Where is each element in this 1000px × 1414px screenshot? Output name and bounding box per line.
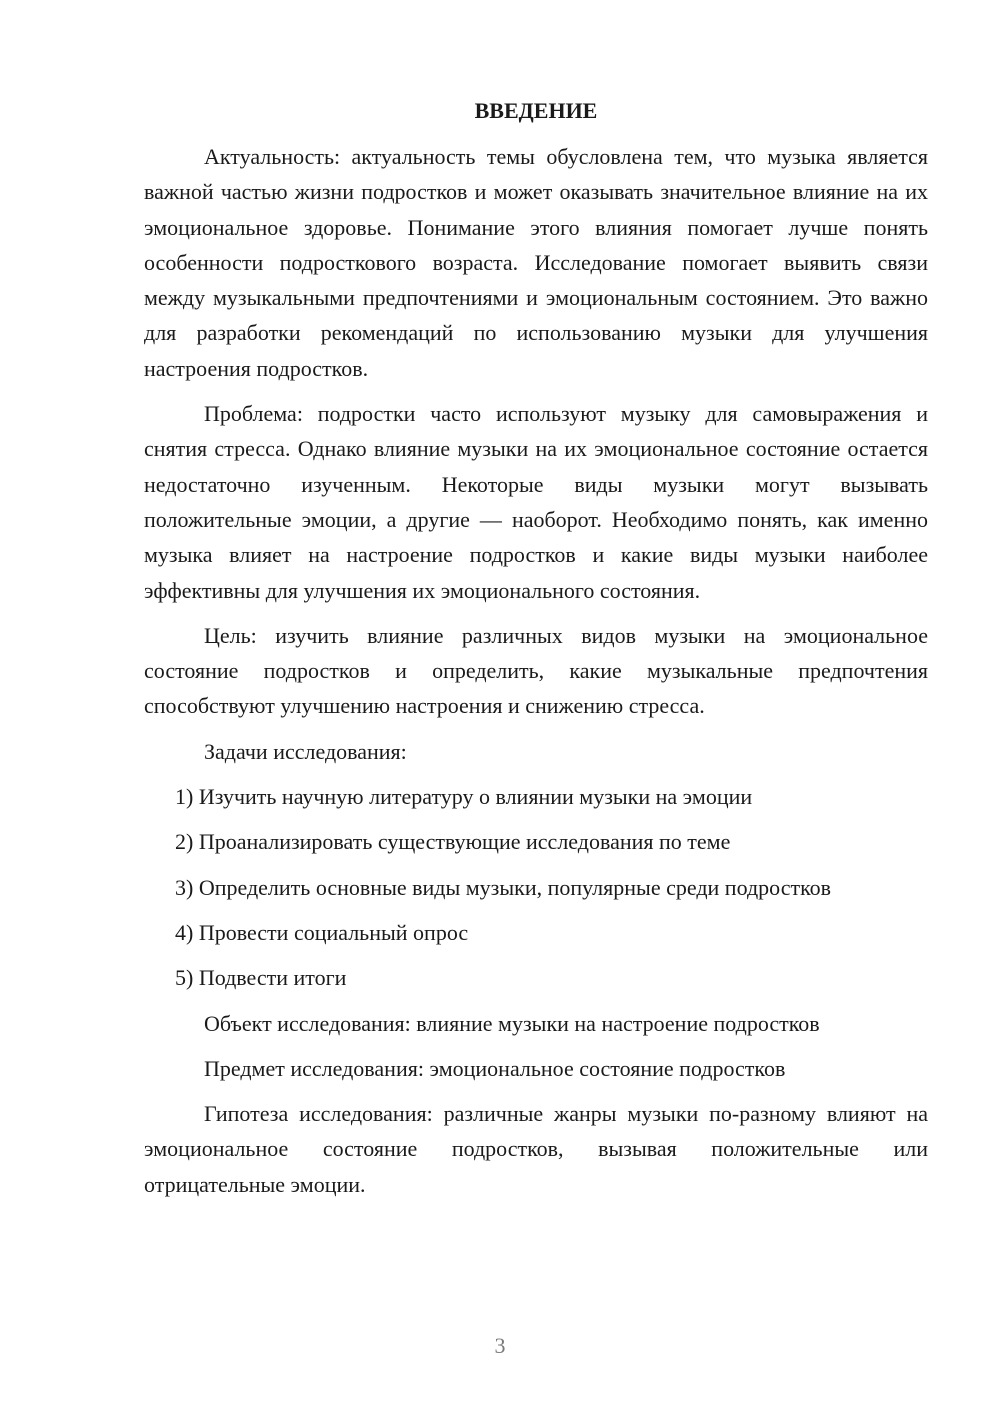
tasks-heading: Задачи исследования: <box>204 738 407 764</box>
page-number: 3 <box>494 1333 506 1358</box>
task-item: 5) Подвести итоги <box>175 965 347 991</box>
document-page <box>144 96 928 1212</box>
section-heading: ВВЕДЕНИЕ <box>474 98 598 123</box>
object-line: Объект исследования: влияние музыки на настроение подростков <box>204 1010 820 1036</box>
task-item: 2) Проанализировать существующие исследования по теме <box>175 829 731 855</box>
task-item: 1) Изучить научную литературу о влиянии музыки на эмоции <box>175 784 753 810</box>
goal-paragraph: Цель: изучить влияние различных видов музыки на эмоциональное состояние подростков и определить, какие музыкальные предпочтения способствуют улучшению настроения и снижению стресса. <box>144 622 928 719</box>
task-item: 4) Провести социальный опрос <box>175 919 469 945</box>
tasks-list <box>144 779 928 995</box>
relevance-paragraph: Актуальность: актуальность темы обусловлена тем, что музыка является важной частью жизни подростков и может оказывать значительное влияние на их эмоциональное здоровье. Понимание этого влияния помогает лучше понять особенности подросткового возраста. Исследование помогает выявить связи между музыкальными предпочтениями и эмоциональным состоянием. Это важно для разработки рекомендаций по использованию музыки для улучшения настроения подростков. <box>144 144 928 381</box>
problem-paragraph: Проблема: подростки часто используют музыку для самовыражения и снятия стресса. Однако влияние музыки на их эмоциональное состояние остается недостаточно изученным. Некоторые виды музыки могут вызывать положительные эмоции, а другие — наоборот. Необходимо понять, как именно музыка влияет на настроение подростков и какие виды музыки наиболее эффективны для улучшения их эмоционального состояния. <box>144 401 928 603</box>
task-item: 3) Определить основные виды музыки, популярные среди подростков <box>175 874 832 900</box>
hypothesis-paragraph: Гипотеза исследования: различные жанры музыки по-разному влияют на эмоциональное состояние подростков, вызывая положительные или отрицательные эмоции. <box>144 1101 928 1197</box>
subject-line: Предмет исследования: эмоциональное состояние подростков <box>204 1055 786 1081</box>
